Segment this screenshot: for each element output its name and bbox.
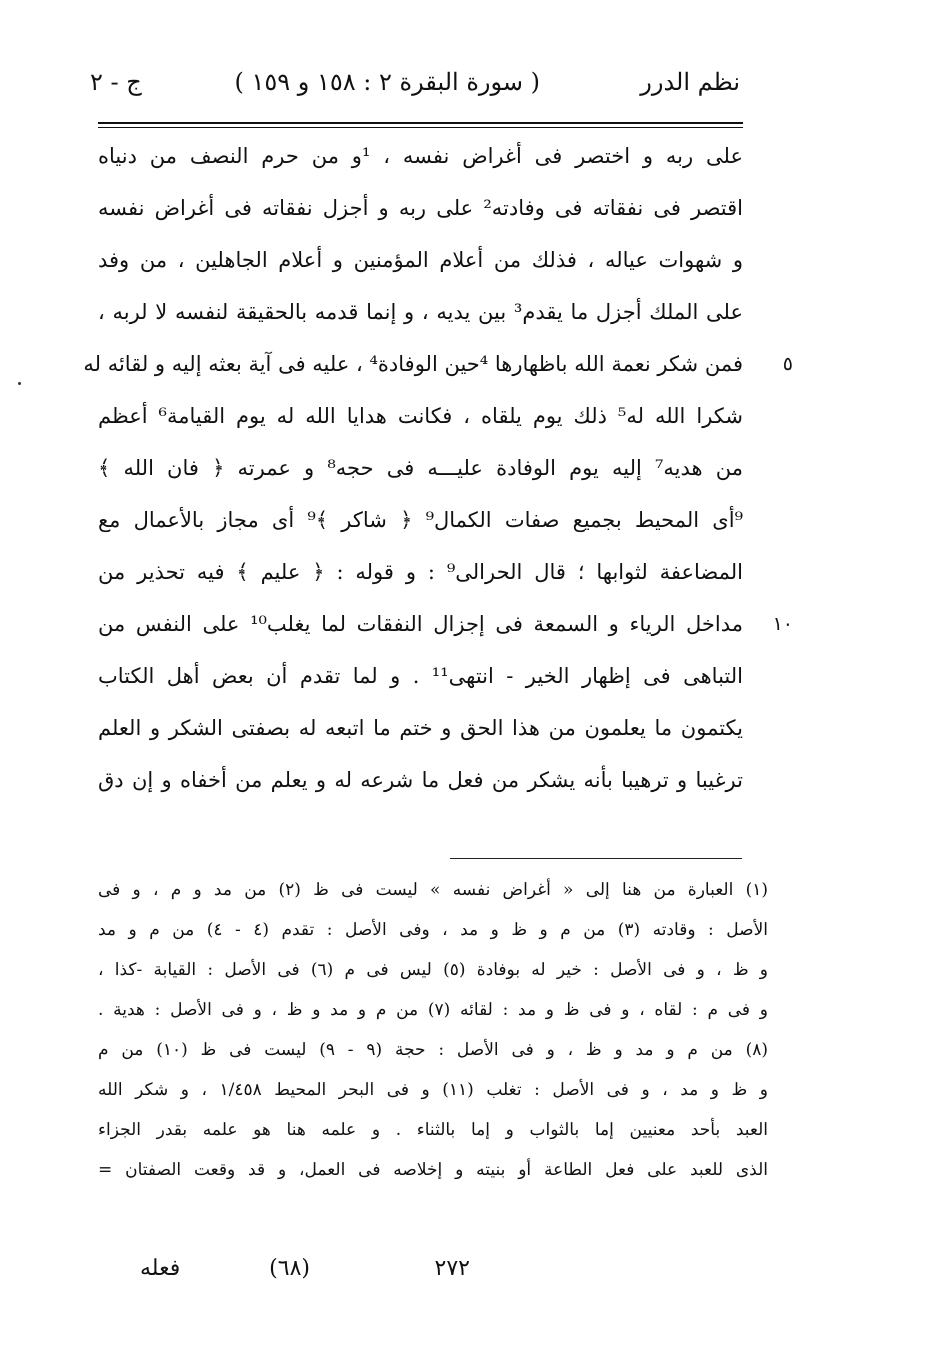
text-line: [98, 650, 743, 702]
book-title: نظم الدرر: [640, 68, 740, 96]
footnote-line: (١) العبارة من هنا إلى « أغراض نفسه » ليست فى ظ (٢) من مد و م ، و فى: [98, 880, 768, 900]
text-line: [98, 390, 743, 442]
text-line: [98, 702, 743, 754]
header-rule-top: [98, 122, 743, 124]
line-text: و شهوات عياله ، فذلك من أعلام المؤمنين و أعلام الجاهلين ، من وفد: [98, 248, 743, 272]
line-text: المضاعفة لثوابها ؛ قال الحرالى⁹ : و قوله : ﴿ عليم ﴾ فيه تحذير من: [98, 560, 744, 584]
footnotes: [98, 870, 768, 1190]
text-line: [98, 286, 743, 338]
footnote-line: (٨) من م و مد و ظ ، و فى الأصل : حجة (٩ - ٩) ليست فى ظ (١٠) من م: [98, 1040, 768, 1060]
text-line: [98, 546, 743, 598]
margin-speck: [18, 382, 21, 385]
running-header: [90, 60, 740, 110]
line-text: فمن شكر نعمة الله باظهارها ⁴حين الوفادة⁴ ، عليه فى آية بعثه إليه و لقائه له: [83, 352, 743, 376]
text-line: [98, 598, 793, 650]
surah-reference: ( سورة البقرة ٢ : ١٥٨ و ١٥٩ ): [234, 68, 540, 96]
line-text: ترغيبا و ترهيبا بأنه يشكر من فعل ما شرعه له و يعلم من أخفاه و إن دق: [98, 768, 743, 792]
catchword: فعله: [140, 1256, 181, 1281]
line-number: ١٠: [772, 613, 793, 635]
page-number: ٢٧٢: [434, 1256, 470, 1281]
line-text: على ربه و اختصر فى أغراض نفسه ، ¹و من حرم النصف من دنياه: [98, 144, 743, 168]
text-line: [83, 338, 793, 390]
footnote-line: الذى للعبد على فعل الطاعة أو بنيته و إخلاصه فى العمل، و قد وقعت الصفتان =: [98, 1160, 768, 1180]
line-text: على الملك أجزل ما يقدم³ بين يديه ، و إنما قدمه بالحقيقة لنفسه لا لربه ،: [98, 300, 744, 324]
text-line: [98, 130, 743, 182]
header-rule-bottom: [98, 127, 743, 128]
line-text: شكرا الله له⁵ ذلك يوم يلقاه ، فكانت هدايا الله له يوم القيامة⁶ أعظم: [98, 404, 743, 428]
footnote-separator: [450, 858, 742, 859]
line-text: من هديه⁷ إليه يوم الوفادة عليـــه فى حجه⁸ و عمرته ﴿ فان الله ﴾: [98, 456, 743, 480]
page-footer: [120, 1252, 540, 1292]
footnote-line: الأصل : وقادته (٣) من م و ظ و مد ، وفى الأصل : تقدم (٤ - ٤) من م و مد: [98, 920, 768, 940]
text-line: [98, 754, 743, 806]
part-number: ج - ٢: [90, 68, 142, 96]
text-line: [98, 234, 743, 286]
footnote-line: العبد بأحد معنيين إما بالثواب و إما بالثناء . و علمه هنا هو علمه بقدر الجزاء: [98, 1120, 768, 1140]
line-text: يكتمون ما يعلمون من هذا الحق و ختم ما اتبعه له بصفتى الشكر و العلم: [98, 716, 743, 740]
text-line: [98, 494, 743, 546]
line-text: مداخل الرياء و السمعة فى إجزال النفقات لما يغلب¹⁰ على النفس من: [98, 612, 744, 636]
footnote-line: و ظ و مد ، و فى الأصل : تغلب (١١) و فى البحر المحيط ١/٤٥٨ ، و شكر الله: [98, 1080, 768, 1100]
main-text: [83, 130, 793, 806]
signature-mark: (٦٨): [269, 1256, 310, 1281]
footnote-line: و فى م : لقاه ، و فى ظ و مد : لقائه (٧) من م و مد و ظ ، و فى الأصل : هدية .: [98, 1000, 768, 1020]
line-text: ⁹أى المحيط بجميع صفات الكمال⁹ ﴿ شاكر ﴾⁹ أى مجاز بالأعمال مع: [98, 508, 743, 532]
line-number: ٥: [782, 353, 793, 375]
footnote-line: و ظ ، و فى الأصل : خير له بوفادة (٥) ليس فى م (٦) فى الأصل : القيابة -كذا ،: [98, 960, 768, 980]
text-line: [98, 182, 743, 234]
line-text: التباهى فى إظهار الخير - انتهى¹¹ . و لما تقدم أن بعض أهل الكتاب: [98, 664, 743, 688]
text-line: [98, 442, 743, 494]
line-text: اقتصر فى نفقاته فى وفادته² على ربه و أجزل نفقاته فى أغراض نفسه: [98, 196, 744, 220]
